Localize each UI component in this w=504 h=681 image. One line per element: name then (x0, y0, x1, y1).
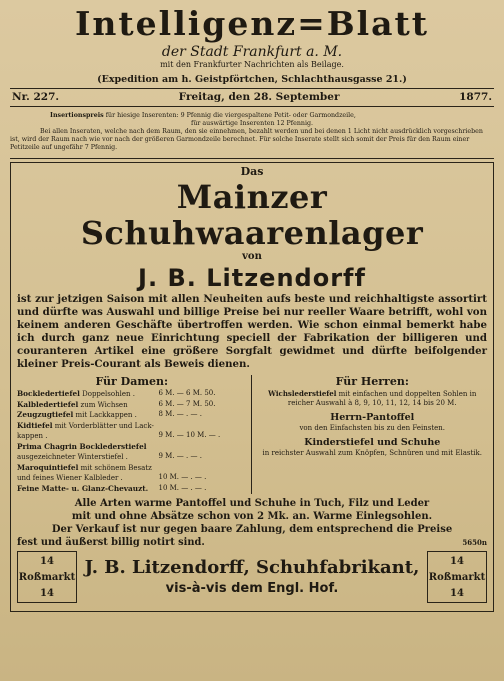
herren-heading: Für Herren: (335, 375, 409, 388)
damen-heading: Für Damen: (95, 375, 169, 388)
box-number: 14 (450, 588, 464, 599)
price-row (17, 400, 247, 411)
ad-das: Das (240, 165, 264, 178)
box-number: 14 (40, 556, 54, 567)
price-item (17, 389, 159, 400)
divider (10, 106, 494, 107)
price-row (17, 389, 247, 400)
ad-body: ist zur jetzigen Saison mit allen Neuheiten aufs beste und reichhaltigste assortirt und dürfte was Auswahl und billige Preise bei nur reeller Waare betrifft, wohl von keinem anderen Geschäfte übertroffen werden. Wie schon einmal bemerkt habe ich durch ganz neue Einrichtung speciell der Fabrikation der billigeren und couranteren Artikel eine größere Sorgfalt gewidmet und dürfte beifolgender kleiner Preis-Courant als Beweis dienen. (17, 293, 487, 370)
box-label: Roßmarkt (428, 572, 486, 583)
herren-column (252, 375, 488, 494)
price-item-desc: ausgezeichneter Winterstiefel . (17, 453, 128, 461)
price-value: 10 M. — . — . (158, 473, 207, 481)
price-item (17, 484, 159, 495)
advertisement (10, 162, 494, 612)
ad-after-4: fest und äußerst billig notirt sind. (17, 537, 205, 548)
divider (10, 88, 494, 89)
notice-text-1: für hiesige Inserenten: 9 Pfennig die viergespaltene Petit- oder Garmondzeile, (105, 112, 356, 119)
price-row (17, 421, 247, 432)
ad-after-3: Der Verkauf ist nur gegen baare Zahlung, dem entsprechend die Preise (51, 524, 453, 535)
price-row (17, 410, 247, 421)
price-value: 8 M. — . — . (158, 410, 202, 418)
masthead (10, 4, 494, 86)
price-value: 6 M. — 7 M. 50. (158, 399, 216, 408)
price-columns (17, 375, 487, 494)
address-box-left (17, 551, 77, 603)
price-value (159, 421, 247, 432)
price-item-desc: Doppelsohlen . (82, 390, 135, 398)
dateline (10, 91, 494, 104)
issue-date: Freitag, den 28. September (178, 91, 340, 103)
price-item (17, 400, 159, 411)
footer-name: J. B. Litzendorff, Schuhfabrikant, (84, 557, 420, 578)
ad-after-2: mit und ohne Absätze schon von 2 Mk. an. Warme Einlegsohlen. (71, 511, 433, 522)
price-item (17, 452, 159, 463)
price-item (17, 431, 159, 442)
notice-text-3: Bei allen Inseraten, welche nach dem Raum, den sie einnehmen, bezahlt werden und bei denen 1 Licht nicht ausdrücklich vorgeschrieben ist, wird der Raum nach wie vor nach der größeren Garmondzeile berechnet. Für solche Inserate stellt sich somit der Preis für den Raum einer Petitzeile auf ungefähr 7 Pfennig. (10, 128, 483, 151)
price-item-desc: zum Wichsen (80, 400, 128, 409)
price-item-name: Kalbledertiefel (17, 399, 79, 409)
box-label: Roßmarkt (18, 572, 76, 583)
price-value (159, 442, 247, 453)
damen-column (17, 375, 252, 494)
price-item-desc: und feines Wiener Kalbleder . (17, 474, 123, 482)
kinder-heading: Kinderstiefel und Schuhe (304, 437, 441, 448)
herren-item-name: Wichslederstiefel (268, 389, 337, 398)
ad-after-1: Alle Arten warme Pantoffel und Schuhe in Tuch, Filz und Leder (74, 498, 430, 509)
price-item (17, 410, 159, 421)
price-item (17, 442, 159, 453)
insertion-notice (10, 109, 494, 156)
pantoffel-text: von den Einfachsten bis zu den Feinsten. (299, 424, 446, 432)
price-value: 9 M. — . — . (158, 452, 202, 460)
price-value: 6 M. — 6 M. 50. (158, 389, 216, 397)
price-item-name: Feine Matte- u. Glanz-Chevauzt. (17, 483, 149, 493)
masthead-subtitle: der Stadt Frankfurt a. M. (161, 44, 343, 60)
ad-code: 5650n (462, 538, 487, 547)
box-number: 14 (450, 556, 464, 567)
ad-headline: Mainzer Schuhwaarenlager (80, 178, 424, 252)
price-value: 9 M. — 10 M. — . (158, 431, 221, 439)
footer-location: vis-à-vis dem Engl. Hof. (165, 581, 339, 596)
price-row (17, 442, 247, 453)
price-value: 10 M. — . — . (158, 483, 207, 492)
price-item-desc: kappen . (17, 432, 48, 440)
price-item-name: Maroquintiefel (17, 462, 79, 472)
price-row (17, 484, 247, 495)
price-item-desc: mit Vorderblätter und Lack- (54, 421, 154, 430)
issue-year: 1877. (459, 91, 492, 103)
herren-line-2: reicher Auswahl à 8, 9, 10, 11, 12, 14 bis 20 M. (287, 399, 457, 407)
price-item-desc: mit Lackkappen . (75, 411, 137, 419)
damen-list (17, 389, 247, 494)
price-item-name: Prima Chagrin Bocklederstiefel (17, 441, 147, 451)
price-item (17, 473, 159, 484)
box-number: 14 (40, 588, 54, 599)
ad-von: von (242, 251, 262, 262)
issue-number: Nr. 227. (12, 91, 60, 103)
ad-footer (17, 551, 487, 603)
price-row (17, 463, 247, 474)
price-row (17, 431, 247, 442)
price-item-desc: mit schönem Besatz (80, 463, 152, 472)
kinder-text: in reichster Auswahl zum Knöpfen, Schnüren und mit Elastik. (262, 449, 482, 457)
price-item (17, 421, 159, 432)
ad-after-4-row (17, 536, 487, 549)
masthead-title: Intelligenz=Blatt (74, 4, 430, 43)
price-item-name: Kidtiefel (17, 420, 53, 430)
price-item-name: Bockledertiefel (17, 389, 80, 398)
pantoffel-heading: Herrn-Pantoffel (330, 412, 415, 423)
notice-text-2: für auswärtige Inserenten 12 Pfennig. (191, 120, 313, 127)
price-item (17, 463, 159, 474)
herren-item-desc: mit einfachen und doppelten Sohlen in (338, 390, 477, 398)
herren-line-1 (258, 389, 488, 399)
masthead-line: mit den Frankfurter Nachrichten als Beilage. (160, 60, 344, 69)
price-row (17, 473, 247, 484)
divider (10, 158, 494, 159)
notice-label: Insertionspreis (50, 112, 104, 119)
ad-name: J. B. Litzendorff (138, 264, 366, 292)
price-value (159, 463, 247, 474)
price-item-name: Zeugzugtiefel (17, 410, 74, 419)
price-row (17, 452, 247, 463)
address-box-right (427, 551, 487, 603)
footer-center (77, 556, 427, 598)
masthead-expedition: (Expedition am h. Geistpförtchen, Schlachthausgasse 21.) (97, 74, 407, 85)
